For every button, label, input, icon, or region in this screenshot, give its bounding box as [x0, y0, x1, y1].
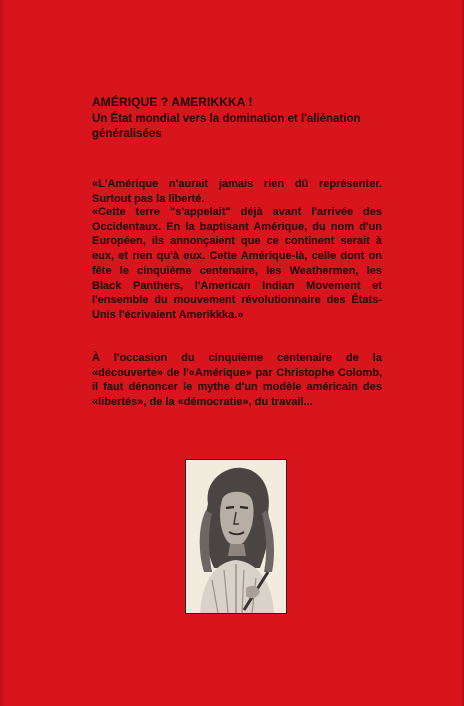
quote-intro: «L'Amérique n'aurait jamais rien dû représenter. Surtout pas la liberté. [92, 178, 382, 205]
book-title: AMÉRIQUE ? AMERIKKKA ! [92, 95, 253, 109]
portrait-photo [185, 459, 287, 614]
portrait-icon [186, 460, 286, 613]
closing-paragraph: À l'occasion du cinquième centenaire de la «découverte» de l'«Amérique» par Christophe Colomb, il faut dénoncer le mythe d'un modèle américain des «libertés», de la «démocratie», du travail... [92, 352, 382, 409]
quote-body: «Cette terre "s'appelait" déjà avant l'arrivée des Occidentaux. En la baptisant Amérique, du nom d'un Européen, ils annonçaient que ce continent serait à eux, et rien qu'à eux. Cette Amérique-là, celle dont on fête le cinquième centenaire, les Weathermen, les Black Panthers, l'American Indian Movement et l'ensemble du mouvement révolutionnaire des États-Unis l'écrivaient Amerikkka.» [92, 206, 382, 321]
book-subtitle: Un État mondial vers la domination et l'aliénation généralisées [92, 113, 361, 140]
spine-shadow [0, 0, 6, 706]
